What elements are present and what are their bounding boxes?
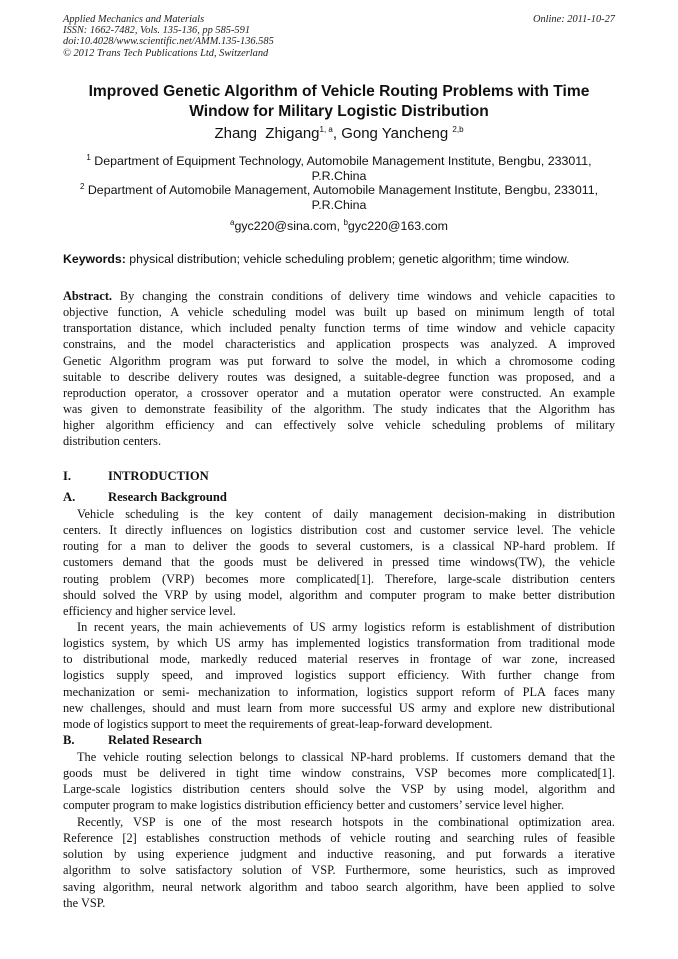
text-line: Recently, VSP is one of the most research hotspots in the combinational optimization area.	[77, 815, 615, 829]
online-date: Online: 2011-10-27	[532, 14, 615, 25]
paper-title	[40, 82, 638, 122]
author-sup: 1, a	[319, 125, 333, 134]
text-line: routing problem (VRP) becomes more complicated[1]. Therefore, large-scale distribution centers	[63, 571, 615, 586]
text-line: efficiency and higher service level.	[63, 603, 236, 618]
text-line: mechanization or semi- mechanization to information, logistics support reform of PLA faces many	[63, 684, 615, 699]
text-line: Genetic Algorithm program was put forward to solve the model, in which a chromosome coding	[63, 353, 615, 368]
author-sup: 2,b	[452, 125, 464, 134]
aff-text: Department of Automobile Management, Automobile Management Institute, Bengbu, 233011,	[84, 183, 599, 198]
aff-text: Department of Equipment Technology, Automobile Management Institute, Bengbu, 233011,	[90, 154, 592, 169]
keywords	[63, 252, 569, 266]
aff-sup: 2	[79, 182, 85, 191]
text-line: computer program to make logistics distribution efficiency better and customers’ service level higher.	[63, 798, 565, 813]
text-line: mode of logistics support to meet the requirements of great-leap-forward development.	[63, 716, 493, 731]
text-line: objective function, A vehicle scheduling model was built up based on minimum length of total	[63, 305, 615, 320]
text-line: customers demand that the goods must be delivered in pressed time windows(TW), the vehicle	[63, 555, 615, 570]
section-introduction	[63, 469, 209, 484]
abstract-label: Abstract.	[63, 289, 113, 303]
text-line: to distributional mode, markedly reduced material reserves in frontage of war zone, increased	[63, 652, 615, 667]
paragraph	[63, 814, 615, 911]
text-line: Vehicle scheduling is the key content of daily management decision-making in distribution	[77, 507, 615, 521]
text-line: should solved the VRP by using model, algorithm and computer program to make better distribution	[63, 587, 615, 602]
paragraph	[63, 749, 615, 814]
section-number: A.	[63, 490, 76, 504]
keywords-label: Keywords:	[63, 252, 126, 266]
text-line: suitable to describe delivery routes was designed, a suitable-degree function was proposed, and a	[63, 369, 615, 384]
title-line: Improved Genetic Algorithm of Vehicle Routing Problems with Time	[88, 83, 590, 100]
text-line: Large-scale logistics distribution centers should solve the VSP by using model, algorithm and	[63, 782, 615, 797]
affiliation-2	[0, 179, 678, 213]
abstract-text: By changing the constrain conditions of delivery time windows and vehicle capacities to	[112, 289, 615, 303]
text-line: logistics system, by which US army has implemented logistics transformation from traditional mode	[63, 636, 615, 651]
text-line: solution by using experience judgment and inductive reasoning, and put forwards a iterative	[63, 847, 615, 862]
aff-text: P.R.China	[311, 169, 367, 184]
text-line: centers. It directly influences on logistics distribution cost and customer service level. The vehicle	[63, 523, 615, 538]
paragraph	[63, 506, 615, 619]
email[interactable]: gyc220@163.com	[347, 219, 448, 234]
author-sep: ,	[332, 125, 342, 142]
abstract-line	[63, 288, 615, 304]
authors	[0, 125, 678, 142]
journal-name: Applied Mechanics and Materials	[63, 14, 205, 25]
subsection-research-background	[63, 490, 227, 505]
aff-sup: 1	[86, 153, 91, 162]
doi[interactable]: doi:10.4028/www.scientific.net/AMM.135-136.585	[63, 36, 274, 48]
subsection-related-research	[63, 733, 202, 748]
section-title: Research Background	[108, 490, 227, 504]
text-line: algorithm to solve satisfactory solution of VSP. Furthermore, some heuristics, such as improved	[63, 863, 615, 878]
text-line: transportation distance, which included penalty function terms of time window and vehicle capacity	[63, 321, 615, 336]
text-line: The vehicle routing selection belongs to classical NP-hard problems. If customers demand that the	[77, 750, 615, 764]
abstract	[63, 288, 615, 449]
text-line: In recent years, the main achievements of US army logistics reform is establishment of distribution	[77, 620, 615, 634]
text-line: distribution centers.	[63, 434, 162, 449]
text-line: routing for a man to deliver the goods to several customers, is a classical NP-hard problem. If	[63, 539, 615, 554]
aff-text: P.R.China	[311, 198, 367, 213]
title-line: Window for Military Logistic Distribution	[189, 103, 489, 120]
text-line: reproduction operator, a crossover operator and a mutation operator were constructed. An example	[63, 385, 615, 400]
text-line: goods must be delivered in tight time window constrains, VSP becomes more complicated[1].	[63, 766, 615, 781]
section-number: I.	[63, 469, 72, 483]
text-line: constrains, and the model characteristics and application prospects was analyzed. A improved	[63, 337, 615, 352]
author: Zhang Zhigang	[214, 125, 320, 142]
keywords-text: physical distribution; vehicle scheduling problem; genetic algorithm; time window.	[125, 252, 570, 266]
text-line: the VSP.	[63, 895, 106, 910]
text-line: Reference [2] establishes construction methods of vehicle routing and searching rules of feasible	[63, 831, 615, 846]
emails	[0, 215, 678, 234]
journal-header	[63, 14, 274, 59]
email-sup: a	[230, 218, 235, 227]
text-line: was given to demonstrate feasibility of the algorithm. The study indicates that the Algorithm has	[63, 401, 615, 416]
section-title: INTRODUCTION	[108, 469, 209, 483]
section-title: Related Research	[108, 733, 202, 747]
section-number: B.	[63, 733, 75, 747]
text-line: saving algorithm, neural network algorithm and taboo search algorithm, have been applied to solve	[63, 879, 615, 894]
text-line: new challenges, should and must learn from more successful US army and explore new distributional	[63, 700, 615, 715]
paragraph	[63, 619, 615, 732]
text-line: higher algorithm efficiency and can effectively solve vehicle scheduling problems of military	[63, 418, 615, 433]
author: Gong Yancheng	[341, 125, 453, 142]
issn: ISSN: 1662-7482, Vols. 135-136, pp 585-591	[63, 25, 251, 37]
text-line: logistics supply speed, and improved logistics support efficiency. With further change from	[63, 668, 615, 683]
email[interactable]: gyc220@sina.com,	[234, 219, 344, 234]
email-sup: b	[343, 218, 348, 227]
copyright: © 2012 Trans Tech Publications Ltd, Switzerland	[63, 47, 269, 59]
